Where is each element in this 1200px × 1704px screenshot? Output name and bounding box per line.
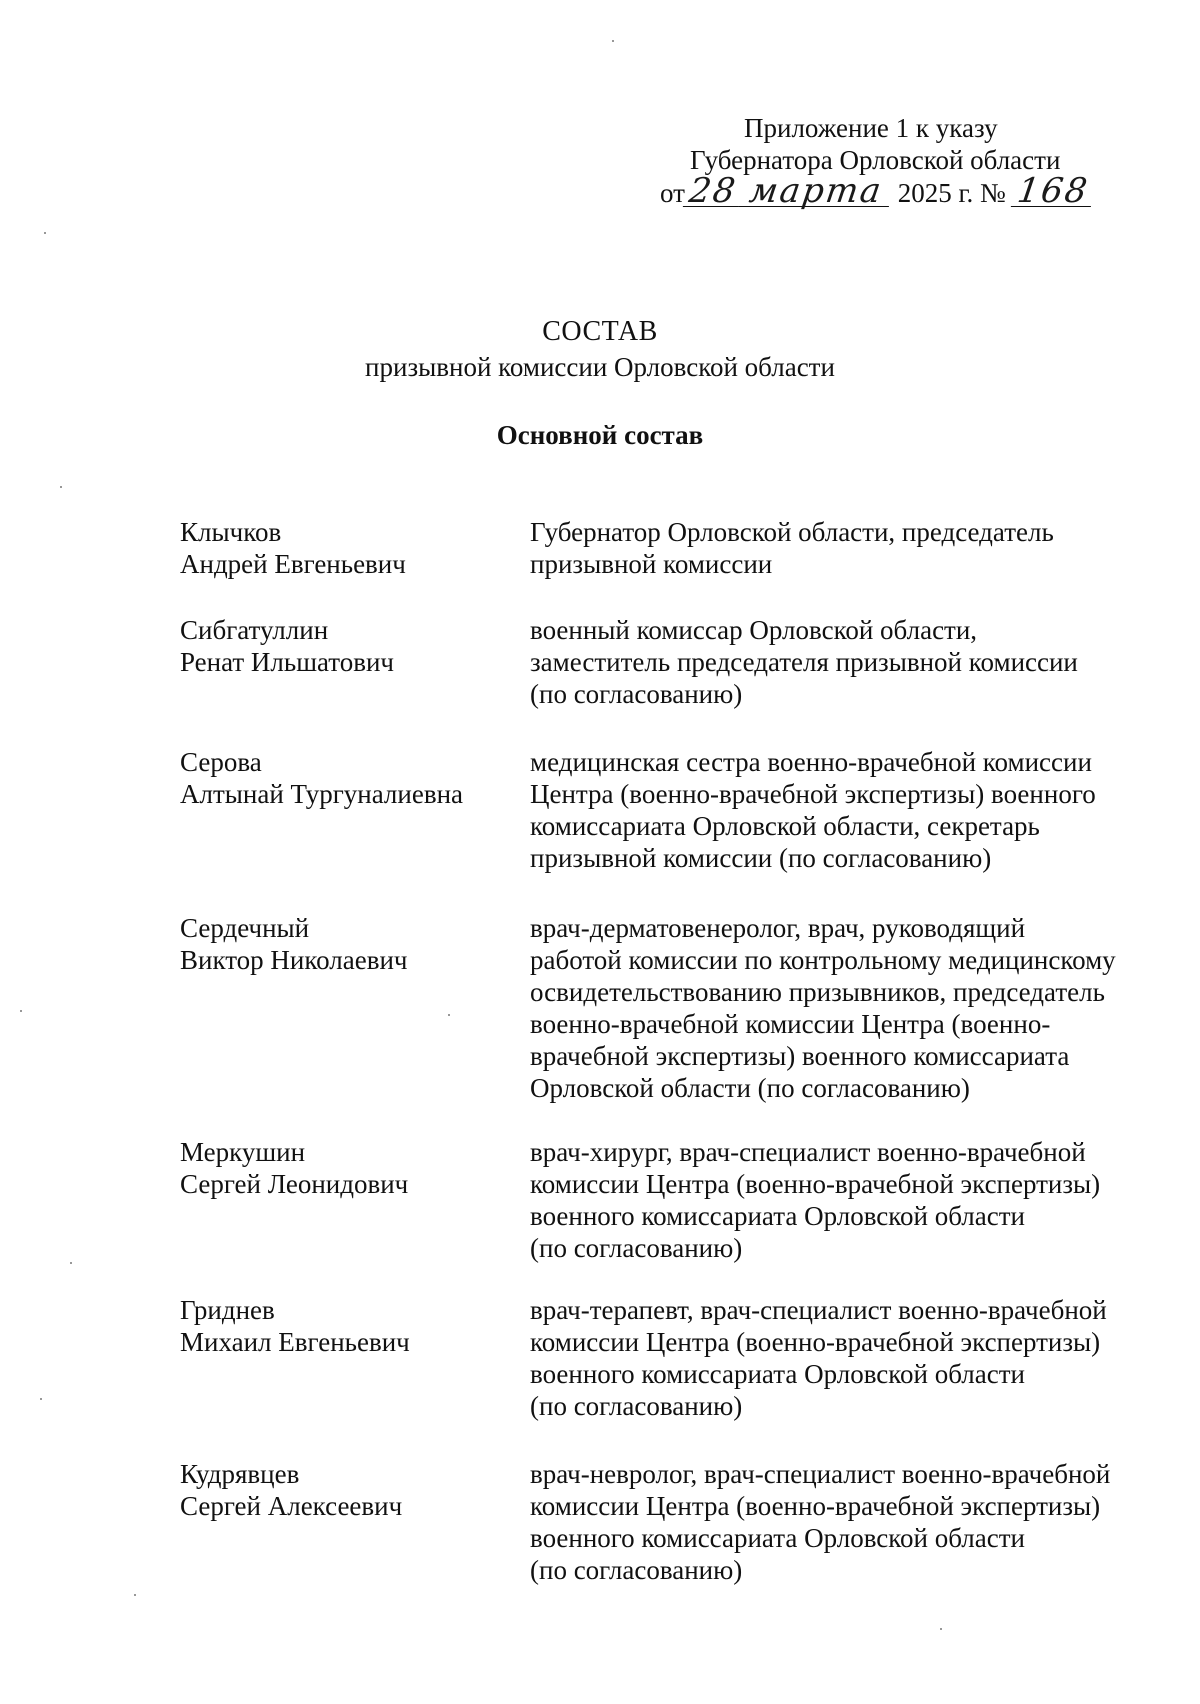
member-role	[530, 614, 1140, 710]
role-line: военного комиссариата Орловской области	[530, 1359, 1025, 1389]
role-line: военного комиссариата Орловской области	[530, 1201, 1025, 1231]
role-line: военный комиссар Орловской области,	[530, 615, 978, 645]
document-heading: СОСТАВ	[542, 316, 658, 347]
member-surname: Гриднев	[180, 1295, 275, 1325]
role-line: работой комиссии по контрольному медицинскому	[530, 945, 1116, 975]
member-role	[530, 746, 1140, 874]
role-line: призывной комиссии (по согласованию)	[530, 843, 992, 873]
handwritten-number: 168	[1010, 176, 1094, 207]
document-subheading: призывной комиссии Орловской области	[365, 352, 835, 382]
role-line: врач-дерматовенеролог, врач, руководящий	[530, 913, 1026, 943]
role-line: (по согласованию)	[530, 1233, 743, 1263]
scan-speck	[940, 1628, 942, 1630]
member-name	[180, 614, 510, 678]
from-prefix: от	[660, 178, 685, 208]
member-name	[180, 912, 510, 976]
section-title: Основной состав	[496, 420, 704, 450]
role-line: (по согласованию)	[530, 1391, 743, 1421]
member-surname: Серова	[180, 747, 262, 777]
handwritten-day: 28	[683, 176, 743, 207]
scan-speck	[134, 1594, 136, 1596]
member-given-name: Сергей Алексеевич	[180, 1491, 403, 1521]
appendix-line-1: Приложение 1 к указу	[744, 113, 998, 143]
role-line: (по согласованию)	[530, 1555, 743, 1585]
role-line: призывной комиссии	[530, 549, 773, 579]
role-line: Губернатор Орловской области, председатель	[530, 517, 1054, 547]
role-line: медицинская сестра военно-врачебной комиссии	[530, 747, 1092, 777]
scan-speck	[612, 40, 614, 42]
member-role	[530, 516, 1140, 580]
role-line: заместитель председателя призывной комиссии	[530, 647, 1078, 677]
member-role	[530, 1458, 1140, 1586]
role-line: военно-врачебной комиссии Центра (военно-	[530, 1009, 1051, 1039]
member-role	[530, 1136, 1140, 1264]
member-given-name: Виктор Николаевич	[180, 945, 408, 975]
role-line: комиссии Центра (военно-врачебной экспертизы)	[530, 1169, 1101, 1199]
appendix-reference	[660, 112, 1120, 209]
role-line: комиссариата Орловской области, секретарь	[530, 811, 1040, 841]
role-line: освидетельствованию призывников, председатель	[530, 977, 1105, 1007]
scan-speck	[40, 1398, 42, 1400]
member-role	[530, 1294, 1140, 1422]
role-line: врач-невролог, врач-специалист военно-врачебной	[530, 1459, 1111, 1489]
scan-speck	[20, 1010, 22, 1012]
scan-speck	[70, 1262, 72, 1264]
member-surname: Меркушин	[180, 1137, 306, 1167]
scan-speck	[448, 1014, 450, 1016]
member-given-name: Михаил Евгеньевич	[180, 1327, 410, 1357]
member-name	[180, 516, 510, 580]
role-line: врач-хирург, врач-специалист военно-врачебной	[530, 1137, 1086, 1167]
role-line: Центра (военно-врачебной экспертизы) военного	[530, 779, 1096, 809]
member-given-name: Ренат Ильшатович	[180, 647, 395, 677]
year-and-number-label: 2025 г. №	[897, 178, 1006, 208]
role-line: комиссии Центра (военно-врачебной экспертизы)	[530, 1327, 1101, 1357]
member-name	[180, 1136, 510, 1200]
member-given-name: Сергей Леонидович	[180, 1169, 409, 1199]
member-given-name: Алтынай Тургуналиевна	[180, 779, 464, 809]
member-given-name: Андрей Евгеньевич	[180, 549, 406, 579]
role-line: врач-терапевт, врач-специалист военно-врачебной	[530, 1295, 1107, 1325]
role-line: (по согласованию)	[530, 679, 743, 709]
member-name	[180, 1458, 510, 1522]
role-line: Орловской области (по согласованию)	[530, 1073, 970, 1103]
role-line: врачебной экспертизы) военного комиссариата	[530, 1041, 1070, 1071]
role-line: военного комиссариата Орловской области	[530, 1523, 1025, 1553]
member-role	[530, 912, 1140, 1104]
appendix-line-3	[660, 171, 1120, 211]
member-surname: Кудрявцев	[180, 1459, 300, 1489]
handwritten-month: марта	[739, 176, 893, 207]
scan-speck	[44, 232, 46, 234]
member-surname: Клычков	[180, 517, 282, 547]
scan-speck	[60, 486, 62, 488]
member-name	[180, 746, 510, 810]
role-line: комиссии Центра (военно-врачебной экспертизы)	[530, 1491, 1101, 1521]
appendix-line-2: Губернатора Орловской области	[690, 145, 1061, 175]
member-name	[180, 1294, 510, 1358]
member-surname: Сердечный	[180, 913, 310, 943]
member-surname: Сибгатуллин	[180, 615, 329, 645]
